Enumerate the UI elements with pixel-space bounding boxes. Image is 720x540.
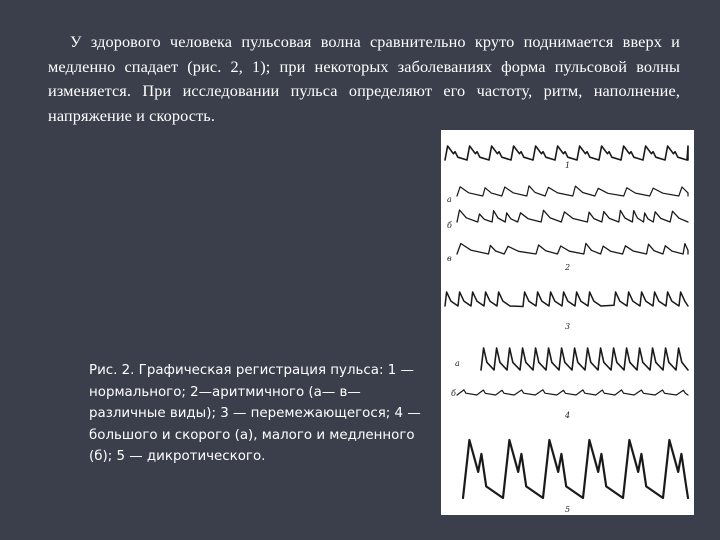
trace-dicrotic (463, 440, 688, 498)
label-2: 2 (565, 263, 571, 272)
figure-caption: Рис. 2. Графическая регистрация пульса: 1 — нормального; 2—аритмичного (а— в— различные виды); 3 — перемежающегося; 4 — большого и скорого (а), малого и медленного (б); 5 — дикротического. (89, 363, 421, 464)
label-4b: б (451, 389, 456, 398)
trace-arrhythmic-a (457, 186, 688, 196)
label-3: 3 (565, 322, 571, 331)
label-2a: а (447, 195, 452, 204)
label-2v: в (447, 254, 452, 263)
pulse-waveforms (441, 130, 694, 515)
label-4: 4 (565, 411, 571, 420)
trace-normal (445, 146, 688, 160)
trace-arrhythmic-v (457, 243, 688, 254)
trace-arrhythmic-b (457, 210, 688, 222)
label-5: 5 (565, 505, 571, 514)
label-1: 1 (565, 161, 571, 170)
main-paragraph: У здорового человека пульсовая волна сравнительно круто поднимается вверх и медленно спадает (рис. 2, 1); при некоторых заболеваниях форма пульсовой волны изменяется. При исследовании пульса определяют его частоту, ритм, наполнение, напряжение и скорость. (48, 32, 680, 125)
trace-intermittent (445, 292, 688, 307)
label-2b: б (447, 221, 452, 230)
pulse-recordings-figure (441, 130, 694, 515)
trace-small-slow (457, 390, 688, 395)
label-4a: а (455, 359, 460, 368)
trace-large-fast (481, 348, 688, 370)
